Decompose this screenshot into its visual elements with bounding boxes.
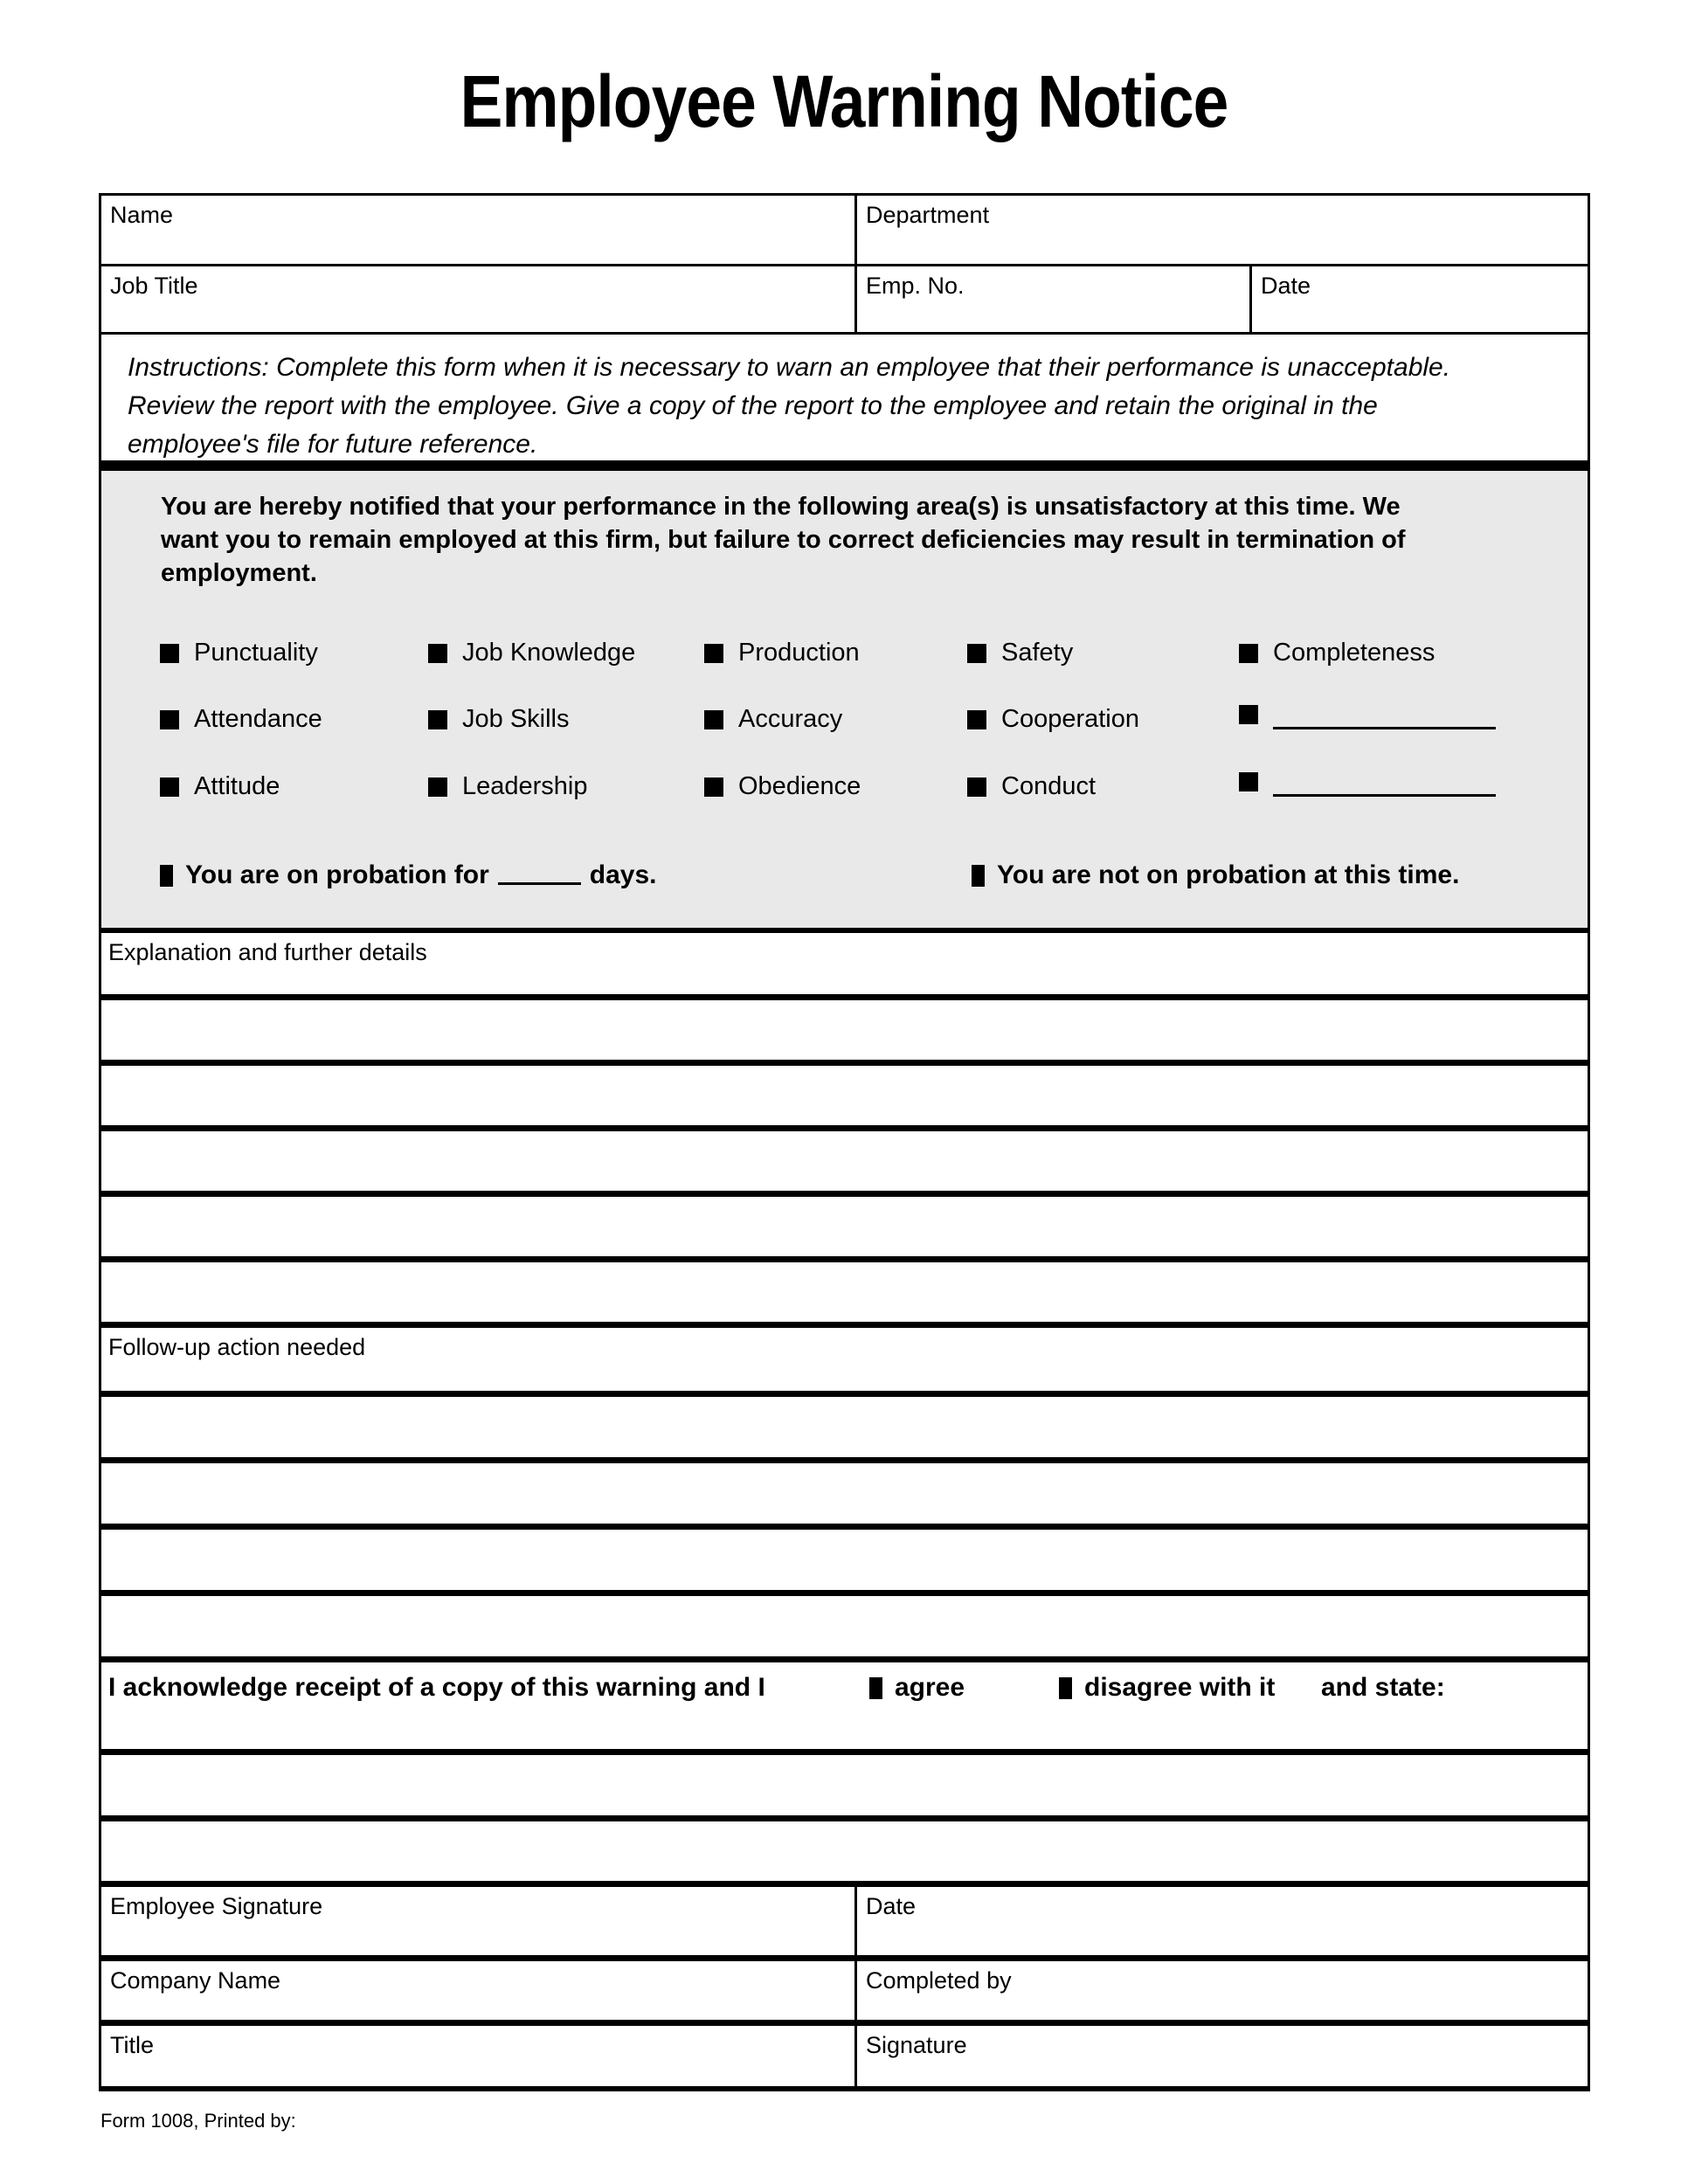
probation-option-off	[972, 860, 1459, 890]
completed-by-label: Completed by	[866, 1967, 1012, 1994]
signature-row-2	[101, 1955, 1588, 2020]
writing-line-row[interactable]	[101, 1391, 1588, 1457]
disagree-label: disagree with it	[1084, 1673, 1276, 1702]
probation-option-on	[160, 860, 657, 890]
title-cell[interactable]	[101, 2026, 857, 2086]
checkbox-icon[interactable]	[704, 710, 723, 729]
checkbox-item-punctuality	[160, 639, 318, 667]
and-state-label: and state:	[1321, 1673, 1445, 1702]
disagree-checkbox-icon[interactable]	[1059, 1677, 1072, 1699]
checkbox-label: Production	[738, 639, 860, 667]
employee-signature-label: Employee Signature	[110, 1893, 323, 1919]
writing-line-row[interactable]	[101, 1590, 1588, 1656]
checkbox-icon[interactable]	[160, 865, 173, 887]
writing-line-row[interactable]	[101, 1524, 1588, 1590]
explanation-label-row[interactable]	[101, 928, 1588, 994]
signature-row-1	[101, 1881, 1588, 1955]
emp-no-label: Emp. No.	[866, 273, 965, 299]
writing-line-row[interactable]	[101, 994, 1588, 1060]
checkbox-icon[interactable]	[428, 778, 447, 797]
writing-line-row[interactable]	[101, 1749, 1588, 1815]
form-footer: Form 1008, Printed by:	[100, 2110, 296, 2132]
checkbox-icon[interactable]	[428, 644, 447, 663]
checkbox-icon[interactable]	[1239, 772, 1258, 791]
probation-on-text: You are on probation for	[185, 860, 489, 889]
notification-section	[101, 460, 1588, 928]
writing-line-row[interactable]	[101, 1191, 1588, 1256]
checkbox-icon[interactable]	[967, 778, 986, 797]
days-blank-line[interactable]	[498, 881, 581, 885]
checkbox-item-attitude	[160, 772, 280, 801]
notification-line-3: employment.	[161, 559, 317, 587]
job-title-field-cell[interactable]	[101, 266, 857, 332]
header-row-2	[101, 264, 1588, 332]
write-in-blank-line[interactable]	[1273, 793, 1496, 797]
checkbox-label: Obedience	[738, 772, 861, 800]
checkbox-label: Accuracy	[738, 705, 843, 733]
writing-line-row[interactable]	[101, 1060, 1588, 1125]
checkbox-label: Conduct	[1001, 772, 1097, 800]
checkbox-icon[interactable]	[160, 710, 179, 729]
writing-line-row[interactable]	[101, 1125, 1588, 1191]
checkbox-item-safety	[967, 639, 1073, 667]
checkbox-label: Attitude	[194, 772, 280, 800]
notification-line-1: You are hereby notified that your performance in the following area(s) is unsatisfactory at this time. We	[161, 493, 1401, 521]
writing-line-row[interactable]	[101, 1815, 1588, 1881]
checkbox-label: Safety	[1001, 639, 1074, 667]
checkbox-item-attendance	[160, 705, 322, 734]
checkbox-label: Leadership	[462, 772, 588, 800]
department-label: Department	[866, 202, 990, 228]
signature-date-label: Date	[866, 1893, 917, 1919]
agree-checkbox-icon[interactable]	[869, 1677, 882, 1699]
title-label: Title	[110, 2032, 155, 2058]
checkbox-icon[interactable]	[972, 865, 985, 887]
follow-up-label-row[interactable]	[101, 1322, 1588, 1391]
instructions-box	[101, 332, 1588, 460]
disagree-option	[1059, 1673, 1275, 1703]
signature-cell[interactable]	[857, 2026, 1588, 2086]
signature-date-cell[interactable]	[857, 1887, 1588, 1955]
checkbox-item-custom-2	[1239, 772, 1496, 791]
explanation-label: Explanation and further details	[108, 939, 427, 965]
probation-off-text: You are not on probation at this time.	[997, 860, 1460, 889]
acknowledgment-row	[101, 1656, 1588, 1749]
checkbox-label: Completeness	[1273, 639, 1435, 667]
instructions-line-1: Instructions: Complete this form when it is necessary to warn an employee that their performance is unacceptable.	[128, 353, 1451, 382]
writing-line-row[interactable]	[101, 1457, 1588, 1524]
date-field-cell[interactable]	[1252, 266, 1588, 332]
checkbox-label: Job Skills	[462, 705, 570, 733]
writing-line-row[interactable]	[101, 1256, 1588, 1322]
checkbox-item-job-knowledge	[428, 639, 635, 667]
checkbox-icon[interactable]	[428, 710, 447, 729]
agree-option	[869, 1673, 965, 1703]
instructions-line-2: Review the report with the employee. Give a copy of the report to the employee and retain the original in the	[128, 391, 1378, 420]
signature-row-3	[101, 2020, 1588, 2086]
completed-by-cell[interactable]	[857, 1961, 1588, 2020]
checkbox-item-leadership	[428, 772, 588, 801]
checkbox-icon[interactable]	[967, 710, 986, 729]
page-title: Employee Warning Notice	[460, 60, 1228, 142]
checkbox-item-conduct	[967, 772, 1096, 801]
checkbox-label: Job Knowledge	[462, 639, 636, 667]
agree-label: agree	[895, 1673, 965, 1702]
notification-text	[161, 490, 1406, 590]
checkbox-icon[interactable]	[704, 644, 723, 663]
probation-days-text: days.	[589, 860, 657, 889]
emp-no-field-cell[interactable]	[857, 266, 1252, 332]
job-title-label: Job Title	[110, 273, 198, 299]
company-name-cell[interactable]	[101, 1961, 857, 2020]
company-name-label: Company Name	[110, 1967, 281, 1994]
checkbox-icon[interactable]	[160, 778, 179, 797]
checkbox-icon[interactable]	[704, 778, 723, 797]
employee-signature-cell[interactable]	[101, 1887, 857, 1955]
signature-label: Signature	[866, 2032, 967, 2058]
checkbox-label: Cooperation	[1001, 705, 1139, 733]
name-label: Name	[110, 202, 174, 228]
checkbox-icon[interactable]	[1239, 705, 1258, 724]
checkbox-item-job-skills	[428, 705, 570, 734]
instructions-line-3: employee's file for future reference.	[128, 430, 538, 459]
checkbox-item-production	[704, 639, 860, 667]
write-in-blank-line[interactable]	[1273, 726, 1496, 729]
header-row-1	[101, 196, 1588, 264]
date-label: Date	[1261, 273, 1311, 299]
checkbox-item-accuracy	[704, 705, 842, 734]
form-table	[99, 193, 1590, 2091]
notification-line-2: want you to remain employed at this firm, but failure to correct deficiencies may result in termination of	[161, 526, 1406, 554]
checkbox-item-obedience	[704, 772, 861, 801]
checkbox-item-custom-1	[1239, 705, 1496, 724]
checkbox-item-cooperation	[967, 705, 1139, 734]
checkbox-icon[interactable]	[160, 644, 179, 663]
checkbox-icon[interactable]	[967, 644, 986, 663]
checkbox-label: Attendance	[194, 705, 322, 733]
acknowledgment-text: I acknowledge receipt of a copy of this warning and I	[108, 1673, 765, 1702]
department-field-cell[interactable]	[857, 196, 1588, 264]
checkbox-icon[interactable]	[1239, 644, 1258, 663]
follow-up-label: Follow-up action needed	[108, 1334, 366, 1360]
checkbox-label: Punctuality	[194, 639, 318, 667]
checkbox-item-completeness	[1239, 639, 1435, 667]
name-field-cell[interactable]	[101, 196, 857, 264]
